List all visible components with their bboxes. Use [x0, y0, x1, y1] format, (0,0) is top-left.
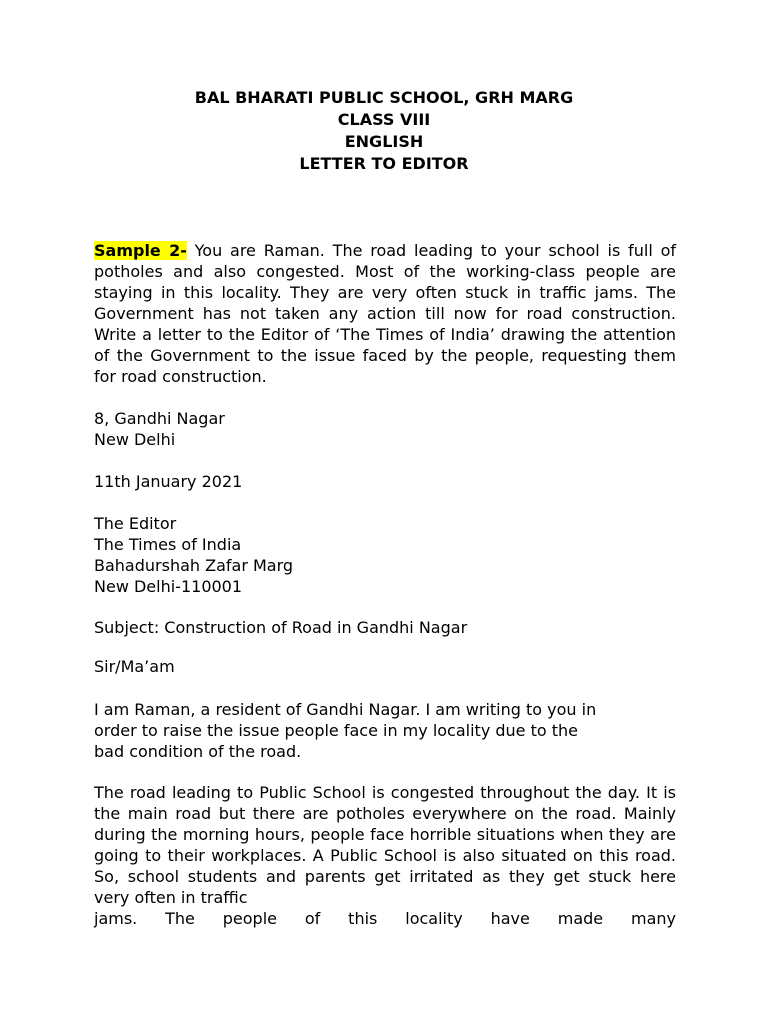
- paragraph-1-line: I am Raman, a resident of Gandhi Nagar. I am writing to you in: [94, 700, 597, 719]
- paragraph-2-last-line: [94, 908, 676, 929]
- subject-name: ENGLISH: [344, 132, 424, 151]
- recipient-address: [94, 513, 676, 597]
- topic-title: LETTER TO EDITOR: [299, 154, 469, 173]
- sample-label: Sample 2-: [94, 241, 187, 260]
- sender-address-line: 8, Gandhi Nagar: [94, 409, 225, 428]
- subject-line: [94, 617, 676, 638]
- paragraph-2: [94, 782, 676, 908]
- salutation-text: Sir/Ma’am: [94, 657, 175, 676]
- salutation: [94, 656, 676, 677]
- recipient-address-line: Bahadurshah Zafar Marg: [94, 556, 294, 575]
- recipient-address-line: New Delhi-110001: [94, 577, 243, 596]
- paragraph-2-text: The road leading to Public School is congested throughout the day. It is the main road but there are potholes everywhere on the road. Mainly during the morning hours, people face horrible situations when they are going to their workplaces. A Public School is also situated on this road. So, school students and parents get irritated as they get stuck here very often in traffic: [94, 783, 676, 907]
- paragraph-1: [94, 699, 676, 762]
- recipient-address-line: The Editor: [94, 514, 177, 533]
- letter-date: [94, 471, 676, 492]
- paragraph-1-line: bad condition of the road.: [94, 742, 302, 761]
- sender-address: [94, 408, 676, 450]
- question-text: You are Raman. The road leading to your school is full of potholes and also congested. Most of the working-class people are staying in this locality. They are very often stuck in traffic jams. The Government has not taken any action till now for road construction. Write a letter to the Editor of ‘The Times of India’ drawing the attention of the Government to the issue faced by the people, requesting them for road construction.: [94, 241, 676, 386]
- sender-address-line: New Delhi: [94, 430, 176, 449]
- subject-text: Subject: Construction of Road in Gandhi Nagar: [94, 618, 468, 637]
- question-paragraph: [94, 240, 676, 387]
- date-text: 11th January 2021: [94, 472, 243, 491]
- school-name: BAL BHARATI PUBLIC SCHOOL, GRH MARG: [194, 88, 574, 107]
- document-header: [0, 87, 768, 175]
- recipient-address-line: The Times of India: [94, 535, 242, 554]
- paragraph-2-last-text: jams. The people of this locality have made many: [94, 909, 676, 928]
- paragraph-1-line: order to raise the issue people face in my locality due to the: [94, 721, 579, 740]
- class-name: CLASS VIII: [337, 110, 431, 129]
